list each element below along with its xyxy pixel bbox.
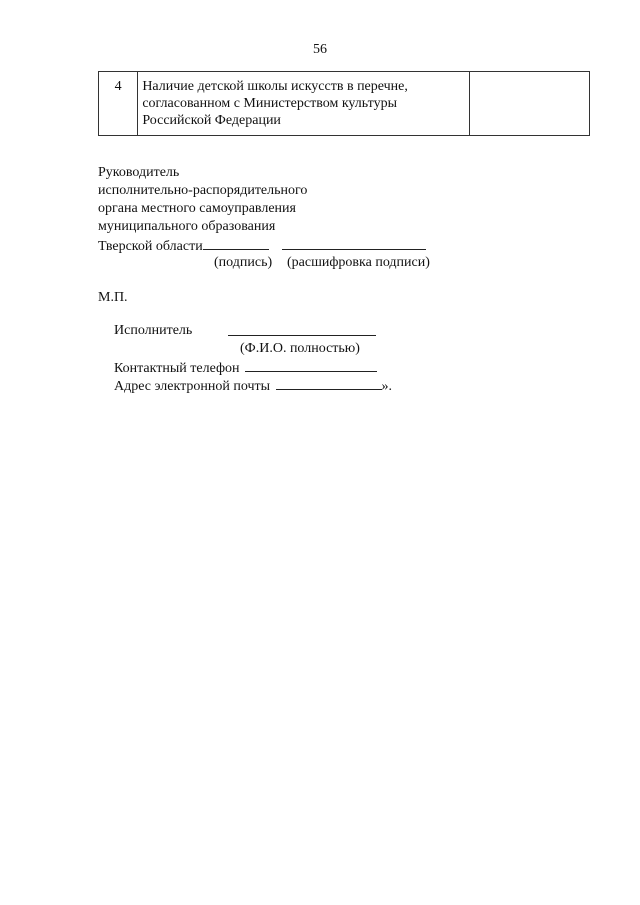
head-title-line: органа местного самоуправления: [98, 201, 296, 216]
executor-fio-blank[interactable]: [228, 322, 376, 336]
signature-blank[interactable]: [203, 236, 269, 250]
signature-caption: (подпись): [214, 255, 273, 270]
row-text-line: Российской Федерации: [142, 113, 281, 128]
row-number-cell: 4: [99, 72, 138, 136]
email-blank[interactable]: [276, 376, 382, 390]
region-line: [98, 236, 426, 256]
row-value-cell[interactable]: [470, 72, 590, 136]
email-line: [114, 376, 392, 396]
phone-label: Контактный телефон: [114, 361, 240, 376]
row-text-cell: [138, 72, 470, 136]
row-text-line: согласованном с Министерством культуры: [142, 96, 397, 111]
email-label: Адрес электронной почты: [114, 379, 271, 394]
executor-fio-line: [228, 322, 376, 342]
table-row: [99, 72, 590, 136]
head-title-line: исполнительно-распорядительного: [98, 183, 308, 198]
phone-line: [114, 358, 377, 378]
head-title-line: Руководитель: [98, 165, 180, 180]
executor-label: Исполнитель: [114, 323, 193, 338]
region-label: Тверской области: [98, 239, 203, 254]
page-number: 56: [313, 42, 327, 57]
criteria-table: [98, 71, 590, 136]
decoding-caption: (расшифровка подписи): [287, 255, 430, 270]
closing-quote: ».: [381, 379, 393, 394]
row-text-line: Наличие детской школы искусств в перечне,: [142, 79, 408, 94]
phone-blank[interactable]: [245, 358, 377, 372]
head-title-line: муниципального образования: [98, 219, 276, 234]
signature-decoding-blank[interactable]: [282, 236, 426, 250]
stamp-label: М.П.: [98, 290, 128, 305]
fio-caption: (Ф.И.О. полностью): [240, 341, 360, 356]
